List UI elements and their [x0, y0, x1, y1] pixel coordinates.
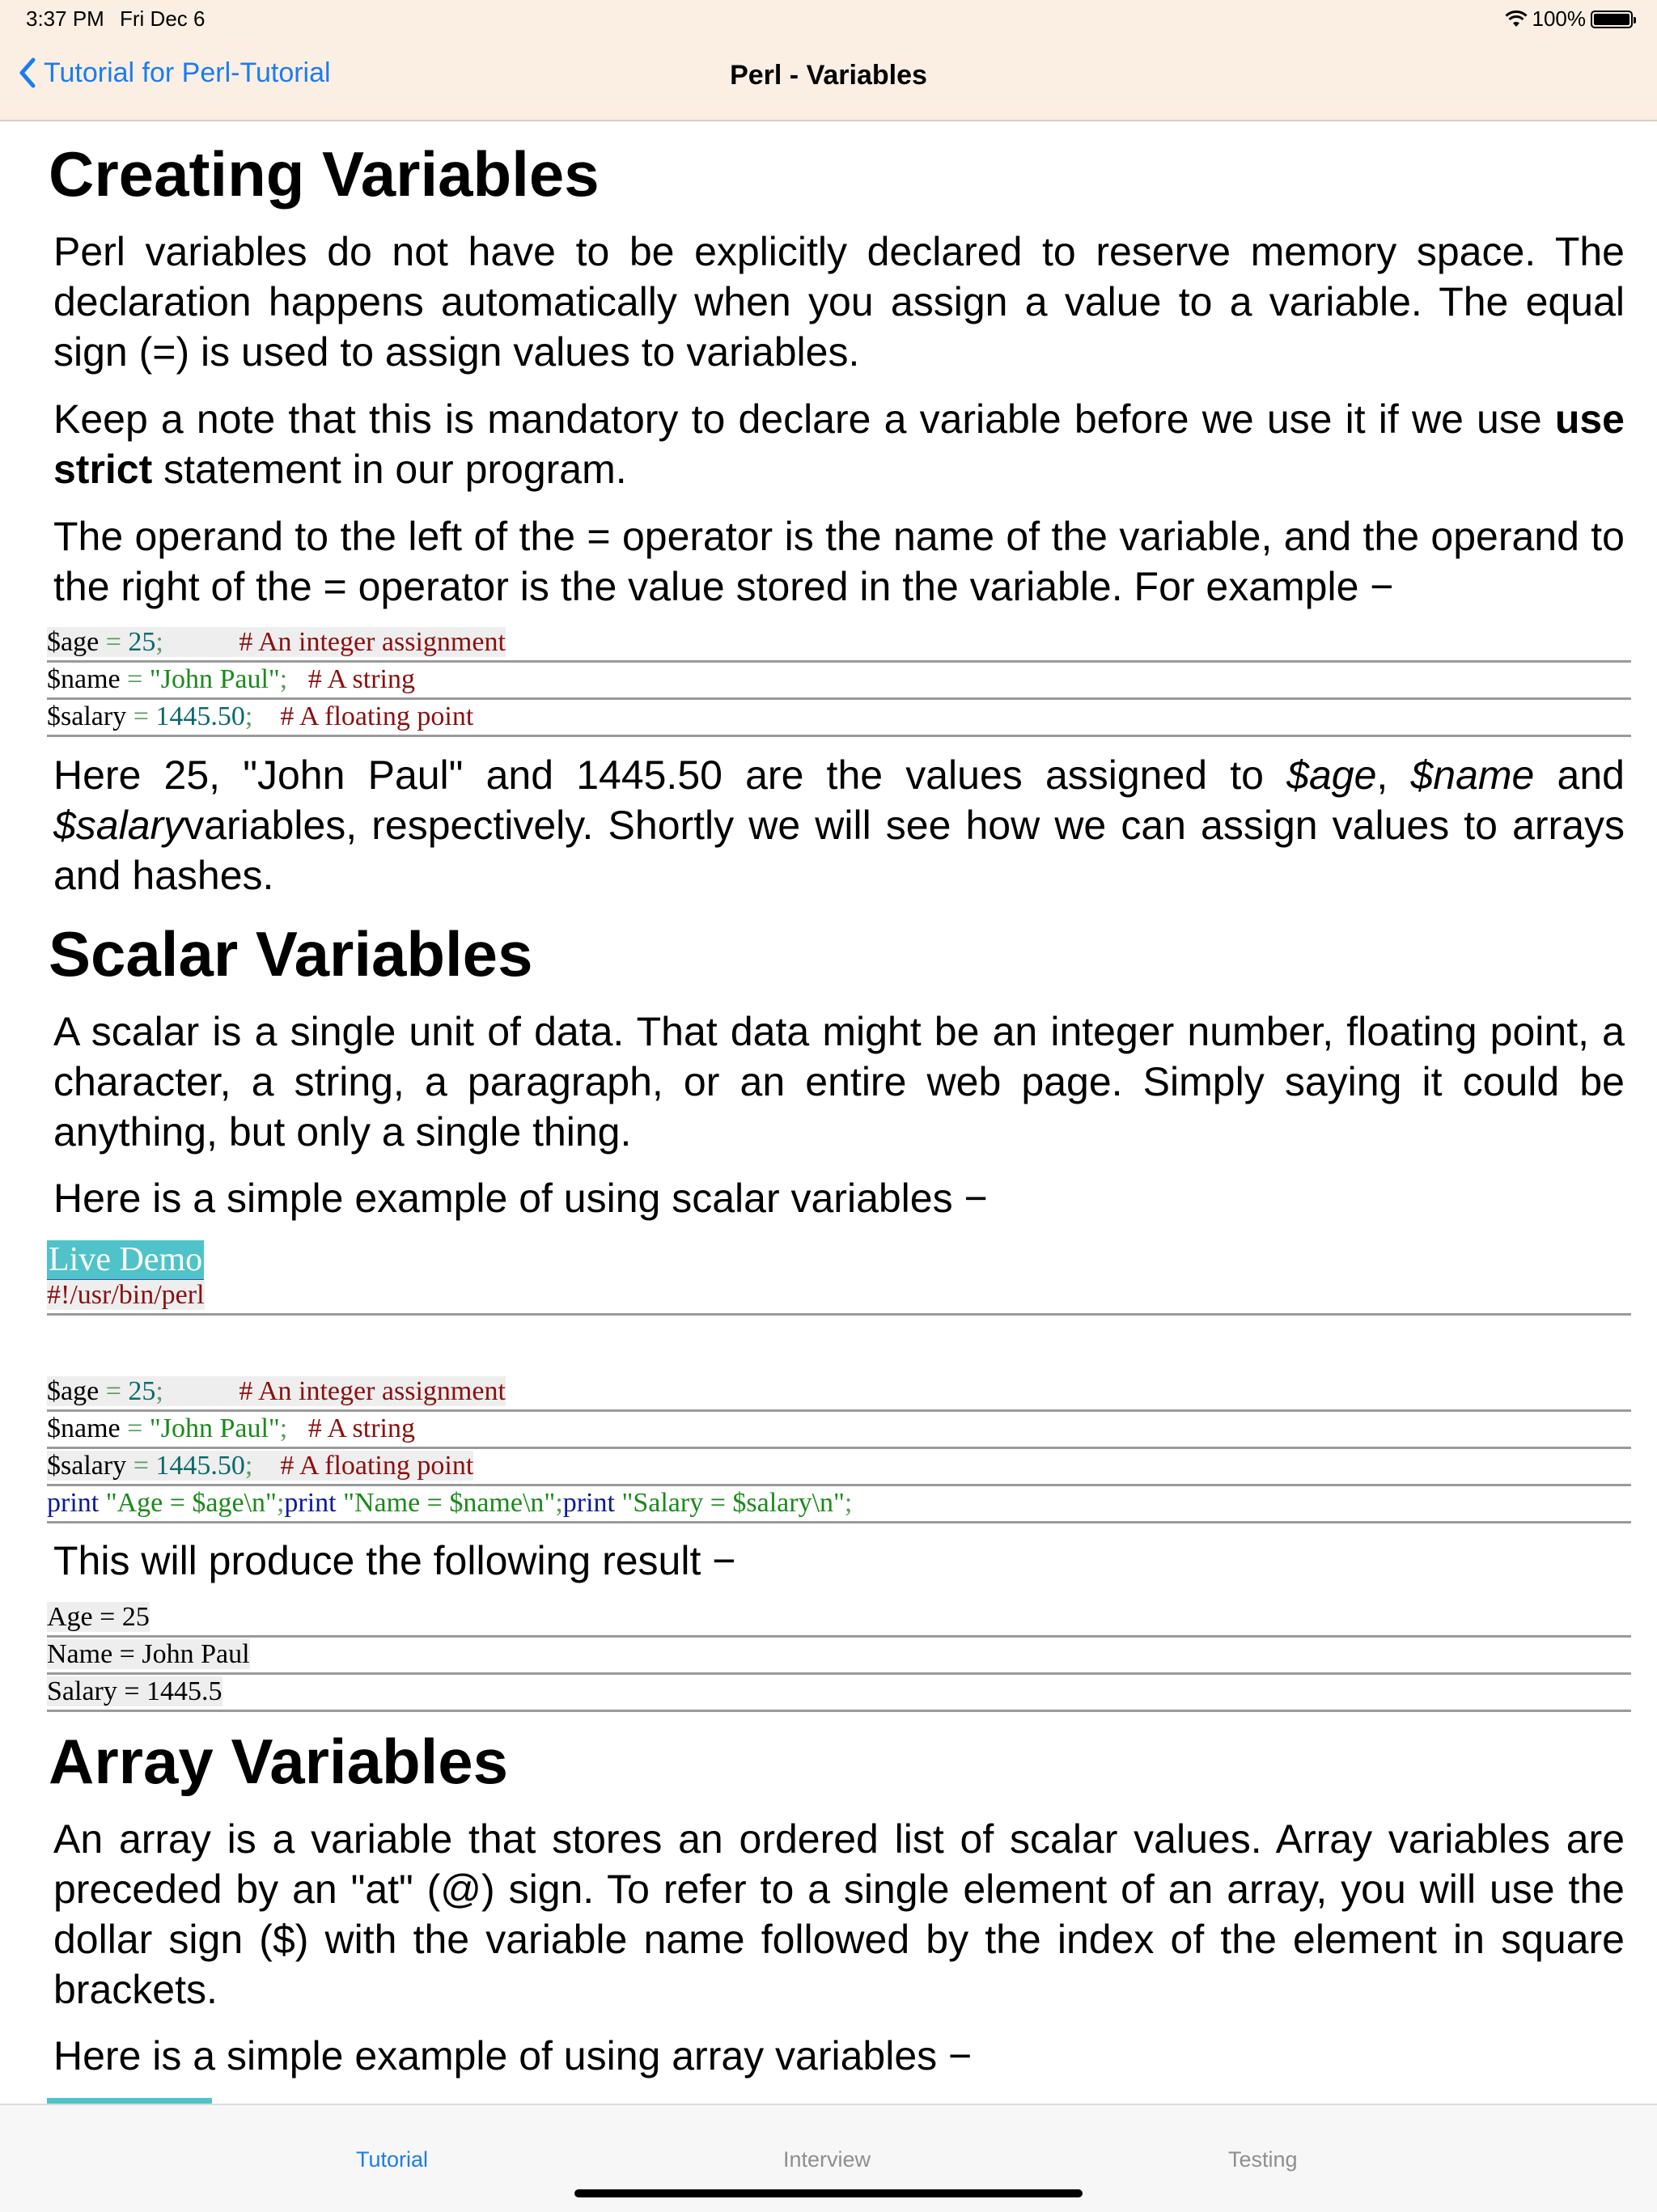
home-indicator[interactable]	[574, 2189, 1083, 2197]
tutorial-content[interactable]	[0, 121, 1657, 2104]
heading-array-variables: Array Variables	[49, 1726, 509, 1797]
output-line: Age = 25	[47, 1600, 1631, 1638]
paragraph: Here is a simple example of using array variables −	[53, 2033, 973, 2079]
code-line: #!/usr/bin/perl	[47, 1278, 1631, 1316]
status-time: 3:37 PM	[26, 6, 104, 31]
code-block	[47, 625, 1631, 737]
code-block	[47, 1278, 1631, 1316]
back-label: Tutorial for Perl-Tutorial	[44, 57, 331, 88]
navigation-bar	[0, 0, 1657, 121]
paragraph: This will produce the following result −	[53, 1538, 736, 1583]
paragraph: Perl variables do not have to be explicitly declared to reserve memory space. The declaration happens automatically when you assign a value to a variable. The equal sign (=) is used to assign values to variables.	[53, 229, 1625, 375]
paragraph: The operand to the left of the = operator is the name of the variable, and the operand to the right of the = operator is the value stored in the variable. For example −	[53, 514, 1625, 609]
paragraph: A scalar is a single unit of data. That data might be an integer number, floating point, a character, a string, a paragraph, or an entire web page. Simply saying it could be anything, but only a single thing.	[53, 1009, 1625, 1155]
status-indicators	[1505, 6, 1634, 32]
output-block	[47, 1600, 1631, 1712]
paragraph: Here 25, "John Paul" and 1445.50 are the values assigned to $age, $name and $salaryvariables, respectively. Shortly we will see how we can assign values to arrays and hashes.	[53, 752, 1625, 898]
code-block	[47, 1375, 1631, 1523]
code-line: $age = 25; # An integer assignment	[47, 625, 1631, 663]
tab-interview[interactable]: Interview	[783, 2147, 871, 2172]
tab-tutorial[interactable]: Tutorial	[356, 2147, 429, 2172]
page-title: Perl - Variables	[730, 60, 927, 91]
paragraph: An array is a variable that stores an ordered list of scalar values. Array variables are preceded by an "at" (@) sign. To refer to a single element of an array, you will use the dollar sign ($) with the variable name followed by the index of the element in square brackets.	[53, 1816, 1625, 2012]
output-line: Salary = 1445.5	[47, 1675, 1631, 1712]
code-line: print "Age = $age\n";print "Name = $name\n";print "Salary = $salary\n";	[47, 1486, 1631, 1523]
live-demo-button-partial[interactable]	[47, 2098, 212, 2104]
heading-scalar-variables: Scalar Variables	[49, 918, 533, 989]
bold-text: use strict	[53, 396, 1625, 492]
tab-bar	[0, 2104, 1657, 2212]
paragraph: Here is a simple example of using scalar variables −	[53, 1176, 988, 1221]
code-line: $name = "John Paul"; # A string	[47, 1412, 1631, 1449]
code-line: $salary = 1445.50; # A floating point	[47, 1449, 1631, 1486]
code-line: $age = 25; # An integer assignment	[47, 1375, 1631, 1412]
battery-icon	[1591, 11, 1633, 28]
heading-creating-variables: Creating Variables	[49, 138, 600, 210]
paragraph: Keep a note that this is mandatory to declare a variable before we use it if we use use strict statement in our program.	[53, 396, 1625, 492]
tab-testing[interactable]: Testing	[1228, 2147, 1298, 2172]
status-date: Fri Dec 6	[120, 6, 206, 31]
code-line: $salary = 1445.50; # A floating point	[47, 700, 1631, 737]
battery-percent: 100%	[1532, 6, 1586, 31]
code-line: $name = "John Paul"; # A string	[47, 663, 1631, 700]
wifi-icon	[1505, 11, 1528, 28]
output-line: Name = John Paul	[47, 1638, 1631, 1675]
live-demo-button[interactable]: Live Demo	[47, 1240, 204, 1282]
